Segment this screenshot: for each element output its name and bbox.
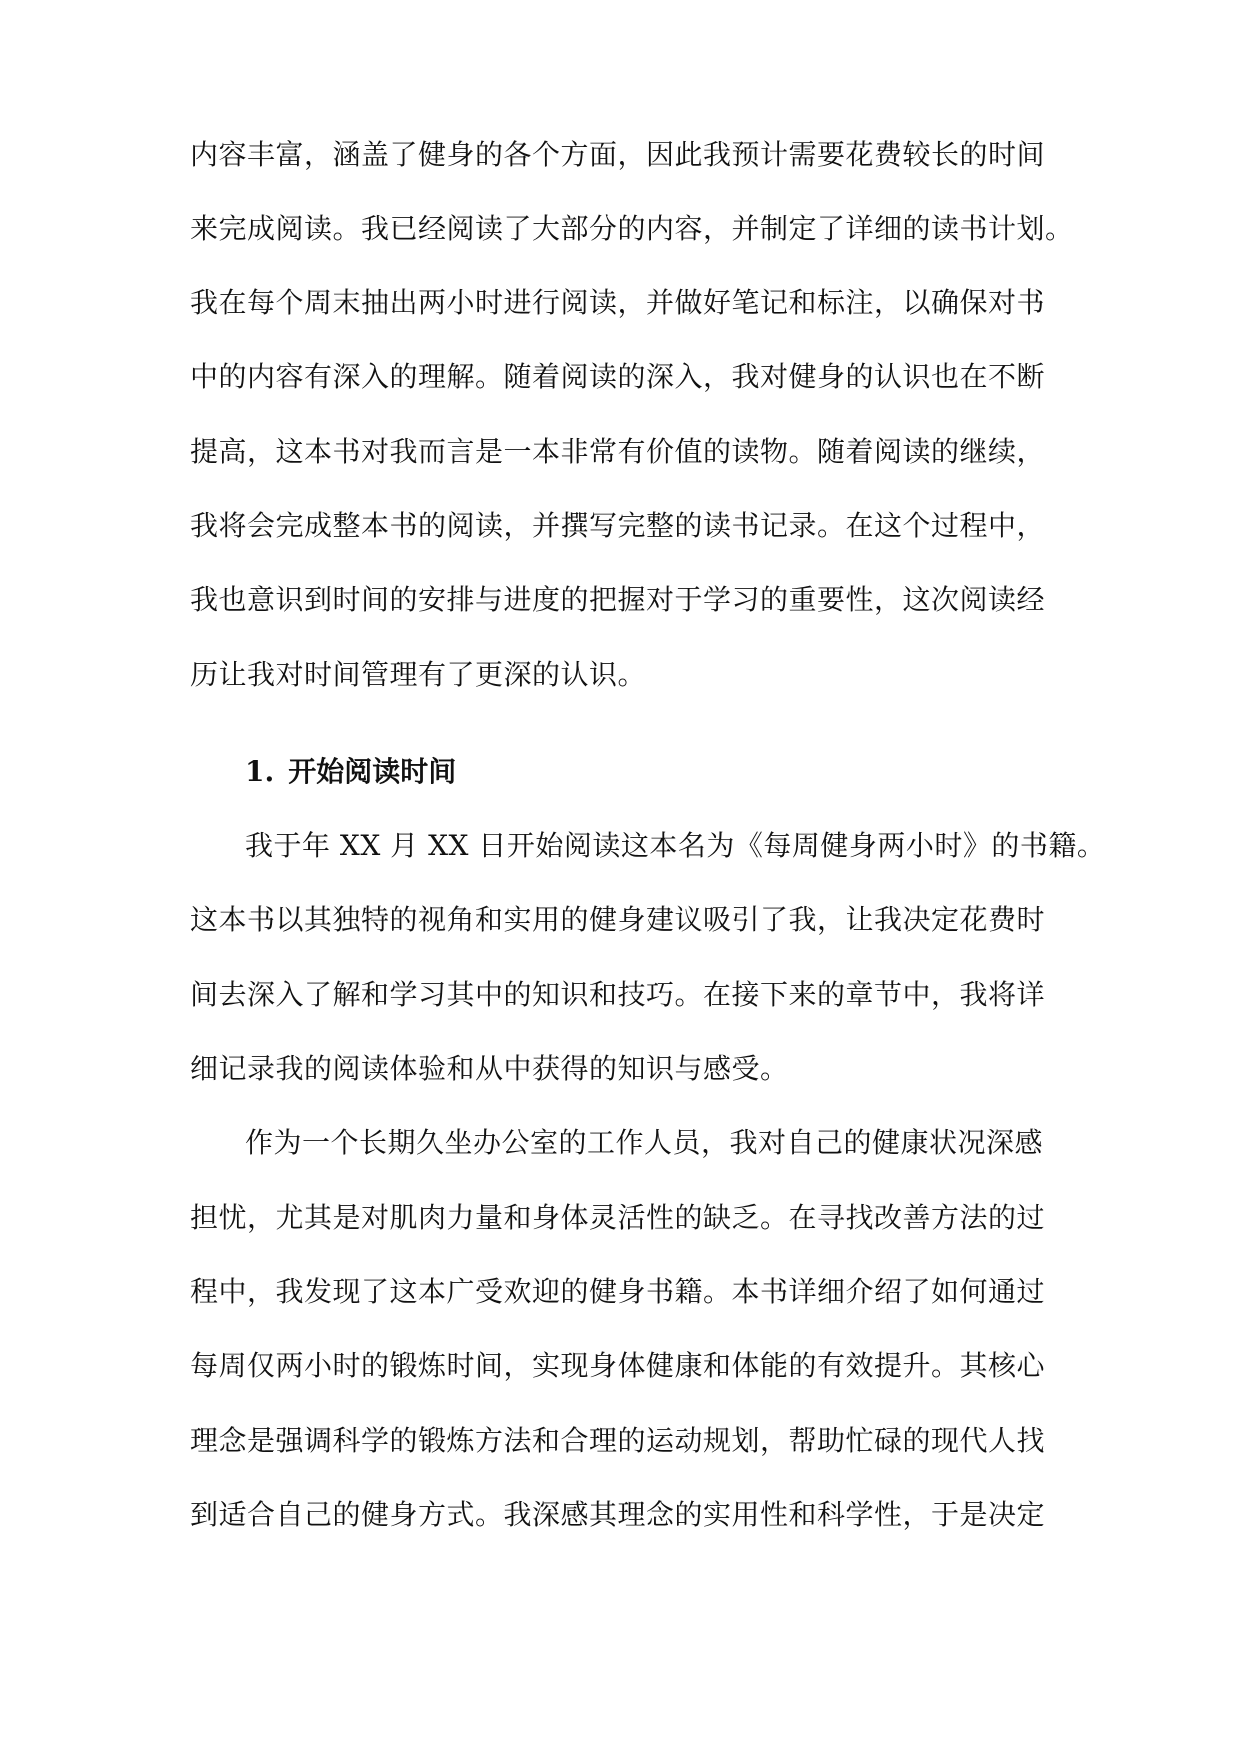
text-line: 作为一个长期久坐办公室的工作人员，我对自己的健康状况深感 bbox=[245, 1126, 1044, 1159]
section-title: 开始阅读时间 bbox=[288, 755, 457, 788]
text-line: 历让我对时间管理有了更深的认识。 bbox=[190, 658, 647, 691]
text-line: 内容丰富，涵盖了健身的各个方面，因此我预计需要花费较长的时间 bbox=[190, 138, 1046, 171]
text-line: 程中，我发现了这本广受欢迎的健身书籍。本书详细介绍了如何通过 bbox=[190, 1275, 1046, 1308]
text-line: 我也意识到时间的安排与进度的把握对于学习的重要性，这次阅读经 bbox=[190, 583, 1046, 616]
text-line: 来完成阅读。我已经阅读了大部分的内容，并制定了详细的读书计划。 bbox=[190, 212, 1074, 245]
text-line: 细记录我的阅读体验和从中获得的知识与感受。 bbox=[190, 1052, 789, 1085]
section-heading bbox=[245, 752, 456, 792]
text-line: 我将会完成整本书的阅读，并撰写完整的读书记录。在这个过程中， bbox=[190, 509, 1046, 542]
text-line: 中的内容有深入的理解。随着阅读的深入，我对健身的认识也在不断 bbox=[190, 360, 1046, 393]
text-line: 理念是强调科学的锻炼方法和合理的运动规划，帮助忙碌的现代人找 bbox=[190, 1424, 1046, 1457]
text-line: 提高，这本书对我而言是一本非常有价值的读物。随着阅读的继续， bbox=[190, 435, 1046, 468]
text-line: 我在每个周末抽出两小时进行阅读，并做好笔记和标注，以确保对书 bbox=[190, 286, 1046, 319]
text-line: 这本书以其独特的视角和实用的健身建议吸引了我，让我决定花费时 bbox=[190, 903, 1046, 936]
text-line: 我于年 XX 月 XX 日开始阅读这本名为《每周健身两小时》的书籍。 bbox=[245, 829, 1106, 862]
section-number: 1. bbox=[245, 755, 275, 788]
text-line: 每周仅两小时的锻炼时间，实现身体健康和体能的有效提升。其核心 bbox=[190, 1349, 1046, 1382]
text-line: 担忧，尤其是对肌肉力量和身体灵活性的缺乏。在寻找改善方法的过 bbox=[190, 1201, 1046, 1234]
text-line: 间去深入了解和学习其中的知识和技巧。在接下来的章节中，我将详 bbox=[190, 978, 1046, 1011]
text-line: 到适合自己的健身方式。我深感其理念的实用性和科学性，于是决定 bbox=[190, 1498, 1046, 1531]
